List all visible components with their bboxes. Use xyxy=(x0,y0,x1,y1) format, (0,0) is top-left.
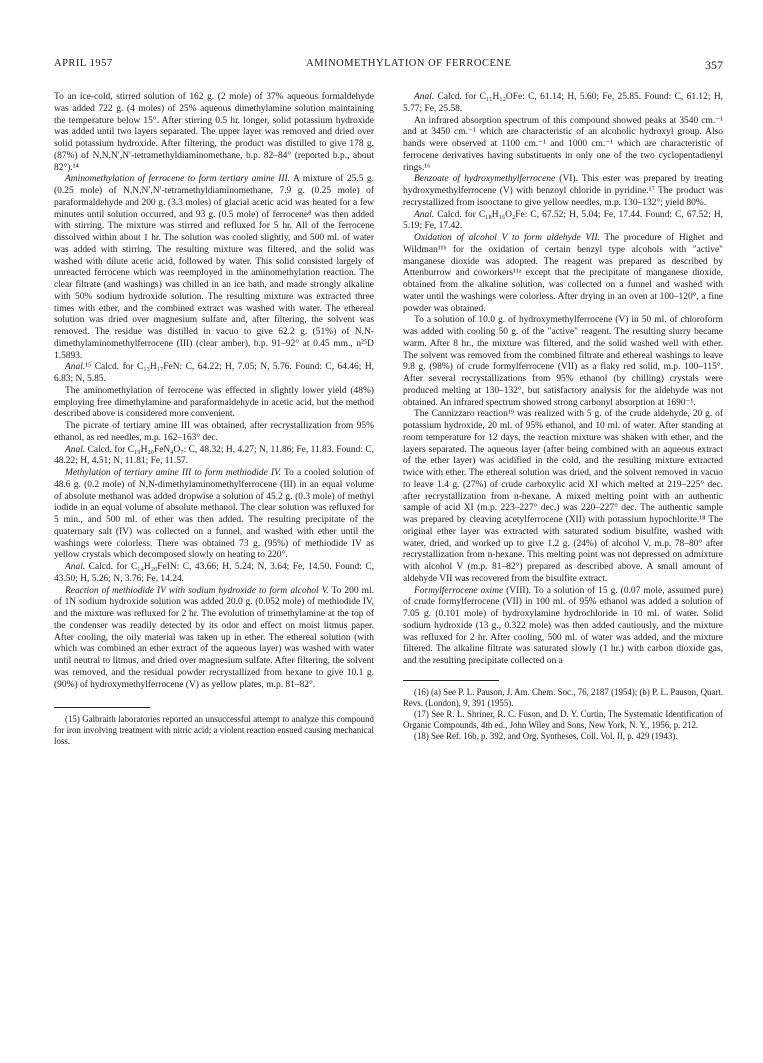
running-head xyxy=(54,58,723,73)
paragraph xyxy=(403,586,723,668)
paragraph-text: The procedure of Highet and Wildman¹¹ᵇ for the oxidation of certain benzyl type alcohols with "active" manganese dioxide was adopted. The reagent was prepared as described by Attenburrow and coworkers¹¹ᵃ except that the precipitate of manganese dioxide, obtained from the alkaline solution, was collected on a funnel and washed with water until the washings were colorless. After drying in an oven at 100–120°, a fine powder was obtained. xyxy=(403,233,723,314)
paragraph xyxy=(54,562,374,586)
paragraph-text: ¹⁵ Calcd. for C₁₃H₁₇FeN: C, 64.22; H, 7.05; N, 5.76. Found: C, 64.46; H, 6.83; N, 5.85. xyxy=(54,362,374,384)
footnote-rule xyxy=(403,680,499,681)
footnote: (18) See Ref. 16b, p. 392, and Org. Syntheses, Coll. Vol. II, p. 429 (1943). xyxy=(414,730,678,741)
paragraph-text: (VI). This ester was prepared by treating hydroxymethylferrocene (V) with benzoyl chloride in pyridine.¹⁷ The product was recrystallized from isooctane to give yellow needles, m.p. 130–132°; yield 80%. xyxy=(403,174,723,208)
paragraph xyxy=(54,586,374,692)
paragraph xyxy=(54,468,374,562)
paragraph-text: The aminomethylation of ferrocene was effected in slightly lower yield (48%) employing free dimethylamine and paraformaldehyde in acetic acid, but the method described above is considered more convenient. xyxy=(54,385,374,420)
paragraph xyxy=(403,233,723,315)
paragraph xyxy=(54,421,374,445)
header-title: AMINOMETHYLATION OF FERROCENE xyxy=(306,58,512,69)
paragraph-text: To a cooled solution of 48.6 g. (0.2 mole) of N,N-dimethylaminomethylferrocene (III) in an equal volume of absolute methanol was added dropwise a solution of 45.2 g. (0.3 mole) of methyl iodide in an equal volume of absolute methanol. The clear solution was refluxed for 5 min., and 500 ml. of ether was then added. The resulting precipitate of the quaternary salt (IV) was collected on a funnel, and washed with ether until the washings were colorless. There was obtained 73 g. (95%) of methiodide IV as yellow crystals which decomposed slowly on heating to 220°. xyxy=(54,468,374,561)
paragraph-text: An infrared absorption spectrum of this compound showed peaks at 3540 cm.⁻¹ and at 3450 cm.⁻¹ which are characteristic of an alcoholic hydroxyl group. Also bands were observed at 1100 cm.⁻¹ and 1000 cm.⁻¹ which are characteristic of ferrocene derivatives having substituents in only one of the two cyclopentadienyl rings.¹⁶ xyxy=(403,115,723,173)
paragraph-text: Calcd. for C₁₄H₂₀FeIN: C, 43.66; H, 5.24; N, 3.64; Fe, 14.50. Found: C, 43.50; H, 5.26; N, 3.76; Fe, 14.24. xyxy=(54,562,374,584)
paragraph xyxy=(403,116,723,175)
paragraph-heading: Anal. xyxy=(65,362,86,373)
paragraph xyxy=(403,174,723,209)
paragraph-text: (VIII). To a solution of 15 g. (0.07 mole, assumed pure) of crude formylferrocene (VII) in 100 ml. of 95% ethanol was added a solution of 7.05 g. (0.101 mole) of hydroxylamine hydrochloride in 10 ml. of water. Solid sodium hydroxide (13 g., 0.322 mole) was then added cautiously, and the mixture was refluxed for 2 hr. After cooling, 500 ml. of water was added, and the mixture filtered. The alkaline filtrate was saturated slowly (1 hr.) with carbon dioxide gas, and the resulting precipitate collected on a xyxy=(403,585,723,666)
paragraph xyxy=(403,210,723,234)
paragraph-heading: Reaction of methiodide IV with sodium hydroxide to form alcohol V. xyxy=(65,585,329,596)
paragraph xyxy=(54,174,374,362)
two-column-body xyxy=(54,92,723,747)
paragraph-heading: Anal. xyxy=(414,92,435,102)
paragraph-heading: Benzoate of hydroxymethylferrocene xyxy=(414,174,556,185)
footnote: (17) See R. L. Shriner, R. C. Fuson, and D. Y. Curtin, The Systematic Identification of Organic Compounds, 4th ed., John Wiley and Sons, New York, N. Y., 1956, p. 212. xyxy=(403,708,723,730)
paragraph-text: Calcd. for C₁₁H₁₂OFe: C, 61.14; H, 5.60; Fe, 25.85. Found: C, 61.12; H, 5.77; Fe, 25.58. xyxy=(403,92,723,114)
paragraph-text: Calcd. for C₁₉H₂₀FeN₄O₇: C, 48.32; H, 4.27; N, 11.86; Fe, 11.83. Found: C, 48.22; H, 4.51; N, 11.81; Fe, 11.57. xyxy=(54,444,374,467)
left-column xyxy=(54,92,374,747)
paragraph xyxy=(403,315,723,409)
paragraph xyxy=(403,409,723,585)
paragraph-heading: Oxidation of alcohol V to form aldehyde VII. xyxy=(414,233,600,243)
paragraph-text: The picrate of tertiary amine III was obtained, after recrystallization from 95% ethanol, as red needles, m.p. 162–163° dec. xyxy=(54,421,374,443)
paragraph-heading: Anal. xyxy=(65,562,86,572)
paragraph xyxy=(54,386,374,421)
paragraph-heading: Methylation of tertiary amine III to form methiodide IV. xyxy=(65,468,282,478)
paragraph-heading: Aminomethylation of ferrocene to form tertiary amine III. xyxy=(65,174,291,185)
header-date: APRIL 1957 xyxy=(54,58,113,69)
paragraph-text: The Cannizzaro reaction¹⁹ was realized with 5 g. of the crude aldehyde, 20 g. of potassium hydroxide, 20 ml. of 95% ethanol, and 10 ml. of water. After standing at room temperature for 12 days, the reaction mixture was shaken with ether, and the layers separated. The aqueous layer (after being combined with an aqueous extract of the ether layer) was acidified in the cold, and the resulting mixture extracted twice with ether. The ethereal solution was dried, and the solvent removed in vacuo to leave 1.4 g. (27%) of crude carboxylic acid XI which melted at 219–225° dec. after recrystallization from n-hexane. A mixed melting point with an authentic sample of acid XI (m.p. 223–227° dec.) was 220–227° dec. The authentic sample was prepared by cleaving acetylferrocene (XII) with potassium hypochlorite.¹⁸ The original ether layer was extracted with saturated sodium bisulfite, washed with water, dried, and worked up to give 1.2 g. (24%) of alcohol V, m.p. 78–80° after recrystallization from n-hexane. This melting point was not depressed on admixture with alcohol V (m.p. 81–82°) prepared as described above. A small amount of aldehyde VII was recovered from the bisulfite extract. xyxy=(403,409,723,584)
paragraph xyxy=(403,92,723,116)
footnote: (16) (a) See P. L. Pauson, J. Am. Chem. Soc., 76, 2187 (1954); (b) P. L. Pauson, Quart. Revs. (London), 9, 391 (1955). xyxy=(403,686,723,708)
footnote-rule xyxy=(54,707,150,708)
paragraph-text: A mixture of 25.5 g. (0.25 mole) of N,N,N′,N′-tetramethyldiaminomethane, 7.9 g. (0.25 mole) of paraformaldehyde and 200 g. (3.3 moles) of glacial acetic acid was heated for a few minutes until solution occurred, and 93 g. (0.5 mole) of ferrocene⁸ was then added with stirring. The mixture was stirred and refluxed for 5 hr. All of the ferrocene dissolved within about 1 hr. The solution was cooled slightly, and 500 ml. of water was added with stirring. The resulting mixture was filtered, and the solid was washed with dilute acetic acid, followed by water. This solid consisted largely of unreacted ferrocene which was reemployed in the aminomethylation reaction. The clear filtrate (and washings) was chilled in an ice bath, and made strongly alkaline with 50% sodium hydroxide solution. The resulting mixture was extracted three times with ether, and the combined extract was washed with water. The ethereal solution was dried over magnesium sulfate and, after filtering, the solvent was removed. The residue was distilled in vacuo to give 62.2 g. (51%) of N,N-dimethylaminomethylferrocene (III) (clear amber), b.p. 91–92° at 0.45 mm., n²⁵D 1.5893. xyxy=(54,174,374,361)
paragraph-heading: Anal. xyxy=(414,209,435,220)
page-number: 357 xyxy=(704,58,723,72)
paragraph-text: To 200 ml. of 1N sodium hydroxide solution was added 20.0 g. (0.052 mole) of methiodide IV, and the mixture was refluxed for 2 hr. The evolution of trimethylamine at the top of the condenser was readily detected by its odor and effect on moist litmus paper. After cooling, the oily material was taken up in ether. The ethereal solution (with which was combined an ether extract of the aqueous layer) was washed with water until neutral to litmus, and dried over magnesium sulfate. After filtering, the solvent was removed, and the residual powder recrystallized from hexane to give 10.1 g. (90%) of hydroxymethylferrocene (V) as yellow plates, m.p. 81–82°. xyxy=(54,585,374,690)
paragraph xyxy=(54,92,374,174)
paragraph xyxy=(54,445,374,469)
footnote: (15) Galbraith laboratories reported an unsuccessful attempt to analyze this compound for iron involving treatment with nitric acid; a violent reaction ensued causing mechanical loss. xyxy=(54,714,374,747)
right-column xyxy=(403,92,723,747)
paragraph-text: To a solution of 10.0 g. of hydroxymethylferrocene (V) in 50 ml. of chloroform was added with cooling 50 g. of the "active" reagent. The resulting slurry became warm. After 8 hr., the mixture was filtered, and the solid washed well with ether. The solvent was removed from the combined filtrate and ethereal washings to leave 9.8 g. (98%) of crude formylferrocene (VII) as a flaky red solid, m.p. 100–115°. After several recrystallizations from 95% ethanol (by chilling) crystals were produced melting at 130–132°, but satisfactory analysis for the aldehyde was not obtained. An infrared spectrum showed strong carbonyl absorption at 1690⁻¹. xyxy=(403,315,723,408)
paragraph-heading: Formylferrocene oxime xyxy=(414,585,504,596)
paragraph xyxy=(54,362,374,386)
paragraph-heading: Anal. xyxy=(65,444,86,455)
paragraph-text: To an ice-cold, stirred solution of 162 g. (2 mole) of 37% aqueous formaldehyde was added 722 g. (4 moles) of 25% aqueous dimethylamine solution maintaining the temperature below 15°. After stirring 0.5 hr. longer, solid potassium hydroxide was added until two layers separated. The upper layer was removed and dried over solid potassium hydroxide. After filtering, the product was distilled to give 178 g. (87%) of N,N,N′,N′-tetramethyldiaminomethane, b.p. 82–84° (reported b.p., about 82°).¹⁴ xyxy=(54,92,374,173)
paragraph-text: Calcd. for C₁₈H₁₆O₂Fe: C, 67.52; H, 5.04; Fe, 17.44. Found: C, 67.52; H, 5.19; Fe, 17.42. xyxy=(403,209,723,232)
